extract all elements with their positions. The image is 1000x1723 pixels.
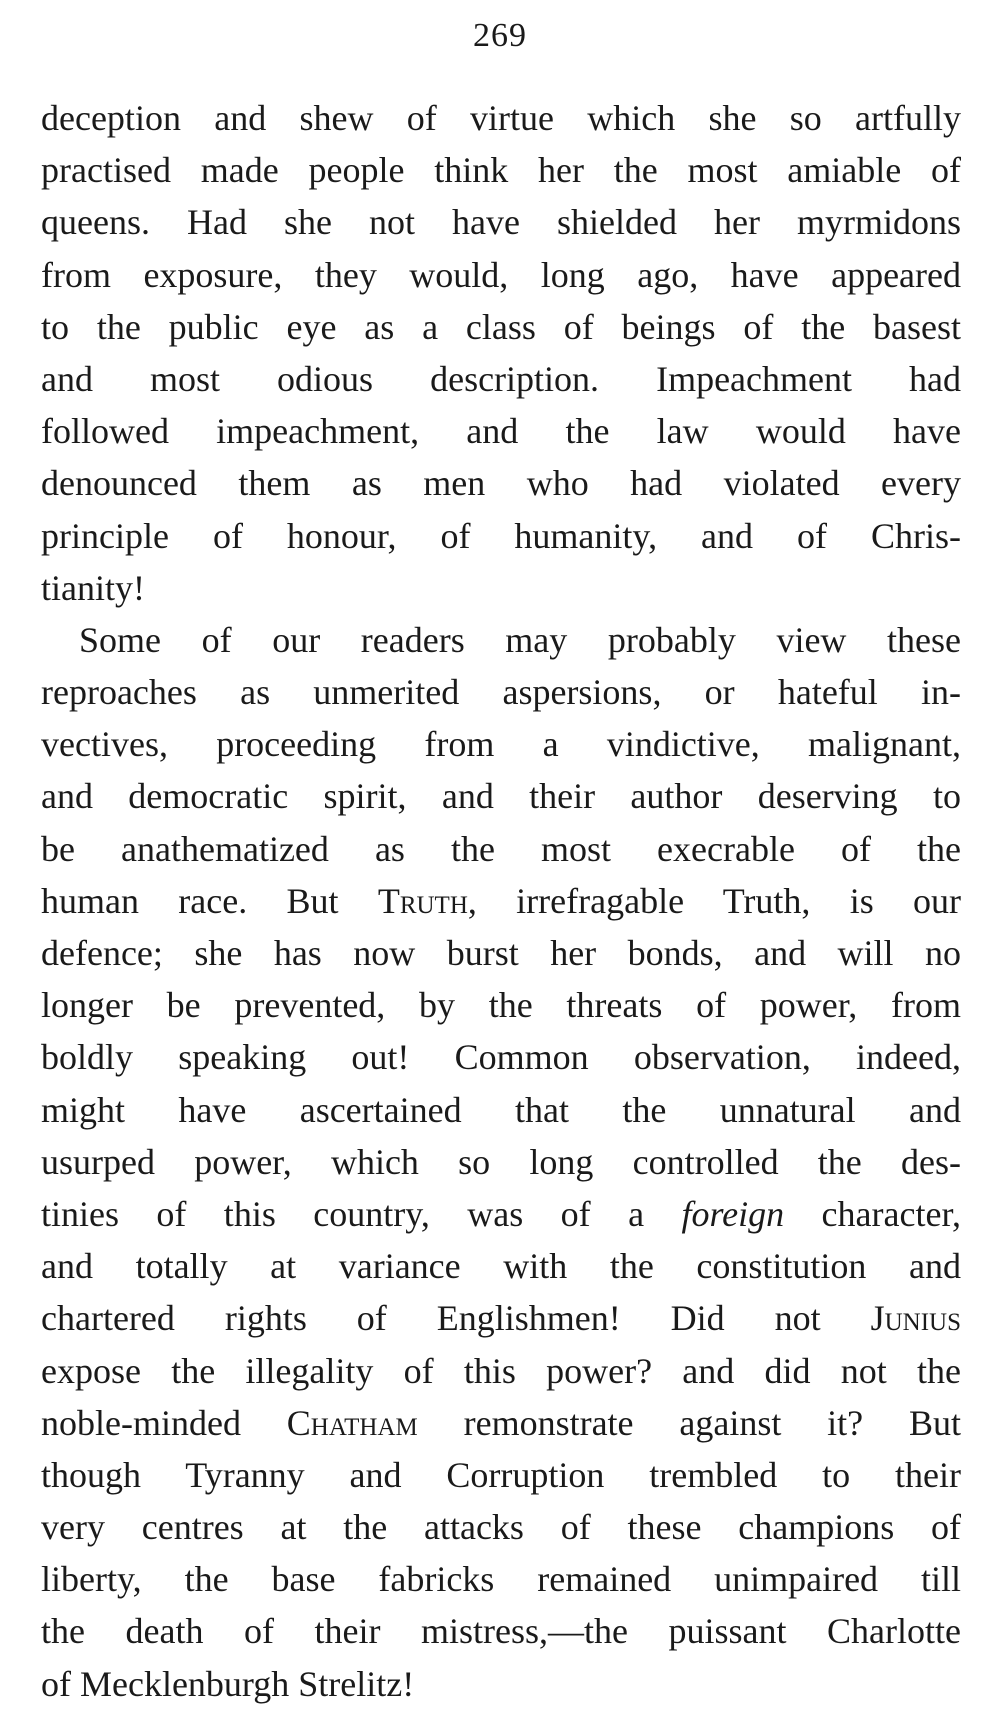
text-fragment: character, bbox=[784, 1193, 961, 1234]
text-line-paragraph-start: Some of our readers may probably view these bbox=[79, 619, 961, 660]
italic-word-foreign: foreign bbox=[681, 1193, 785, 1234]
text-line: expose the illegality of this power? and did not the bbox=[41, 1350, 961, 1391]
small-caps-word-truth: Truth bbox=[377, 880, 468, 921]
text-line: queens. Had she not have shielded her myrmidons bbox=[41, 202, 961, 243]
text-line: might have ascertained that the unnatural and bbox=[41, 1089, 961, 1130]
text-line: and most odious description. Impeachment had bbox=[41, 358, 961, 399]
text-line: and democratic spirit, and their author deserving to bbox=[41, 776, 961, 817]
text-line: defence; she has now burst her bonds, and will no bbox=[41, 933, 961, 973]
text-line: boldly speaking out! Common observation, indeed, bbox=[41, 1037, 961, 1078]
text-line bbox=[41, 1292, 961, 1344]
text-fragment: noble-minded bbox=[41, 1402, 287, 1443]
text-line: denounced them as men who had violated every bbox=[41, 463, 961, 504]
text-line-paragraph-end: tianity! bbox=[41, 567, 145, 608]
text-line: and totally at variance with the constitution and bbox=[41, 1246, 961, 1287]
text-line: principle of honour, of humanity, and of Chris- bbox=[41, 515, 961, 556]
text-line: though Tyranny and Corruption trembled to their bbox=[41, 1454, 961, 1495]
text-line bbox=[41, 875, 961, 927]
text-fragment: chartered rights of Englishmen! Did not bbox=[41, 1298, 871, 1339]
small-caps-word-junius: Junius bbox=[870, 1298, 961, 1339]
text-line: be anathematized as the most execrable of the bbox=[41, 828, 961, 869]
text-fragment: , irrefragable Truth, is our bbox=[467, 880, 962, 921]
text-fragment: tinies of this country, was of a bbox=[41, 1193, 682, 1234]
text-line: deception and shew of virtue which she so artfully bbox=[41, 98, 961, 138]
text-line-paragraph-end: of Mecklenburgh Strelitz! bbox=[41, 1663, 415, 1704]
small-caps-word-chatham: Chatham bbox=[286, 1402, 418, 1443]
text-line bbox=[41, 1188, 961, 1240]
text-line: practised made people think her the most amiable of bbox=[41, 150, 961, 191]
text-line: reproaches as unmerited aspersions, or hateful in- bbox=[41, 672, 961, 713]
text-line: very centres at the attacks of these champions of bbox=[41, 1507, 961, 1548]
page-number: 269 bbox=[473, 17, 527, 54]
text-line: liberty, the base fabricks remained unimpaired till bbox=[41, 1559, 961, 1600]
text-fragment: remonstrate against it? But bbox=[417, 1402, 961, 1443]
text-line: to the public eye as a class of beings of the basest bbox=[41, 306, 961, 347]
text-line: the death of their mistress,—the puissant Charlotte bbox=[41, 1611, 961, 1652]
text-line: followed impeachment, and the law would have bbox=[41, 411, 961, 452]
text-line: usurped power, which so long controlled the des- bbox=[41, 1141, 961, 1182]
text-line: from exposure, they would, long ago, have appeared bbox=[41, 254, 961, 295]
body-text bbox=[41, 92, 961, 1710]
text-fragment: human race. But bbox=[41, 880, 378, 921]
text-line bbox=[41, 1397, 961, 1449]
text-line: vectives, proceeding from a vindictive, malignant, bbox=[41, 724, 961, 765]
text-line: longer be prevented, by the threats of power, from bbox=[41, 985, 961, 1026]
